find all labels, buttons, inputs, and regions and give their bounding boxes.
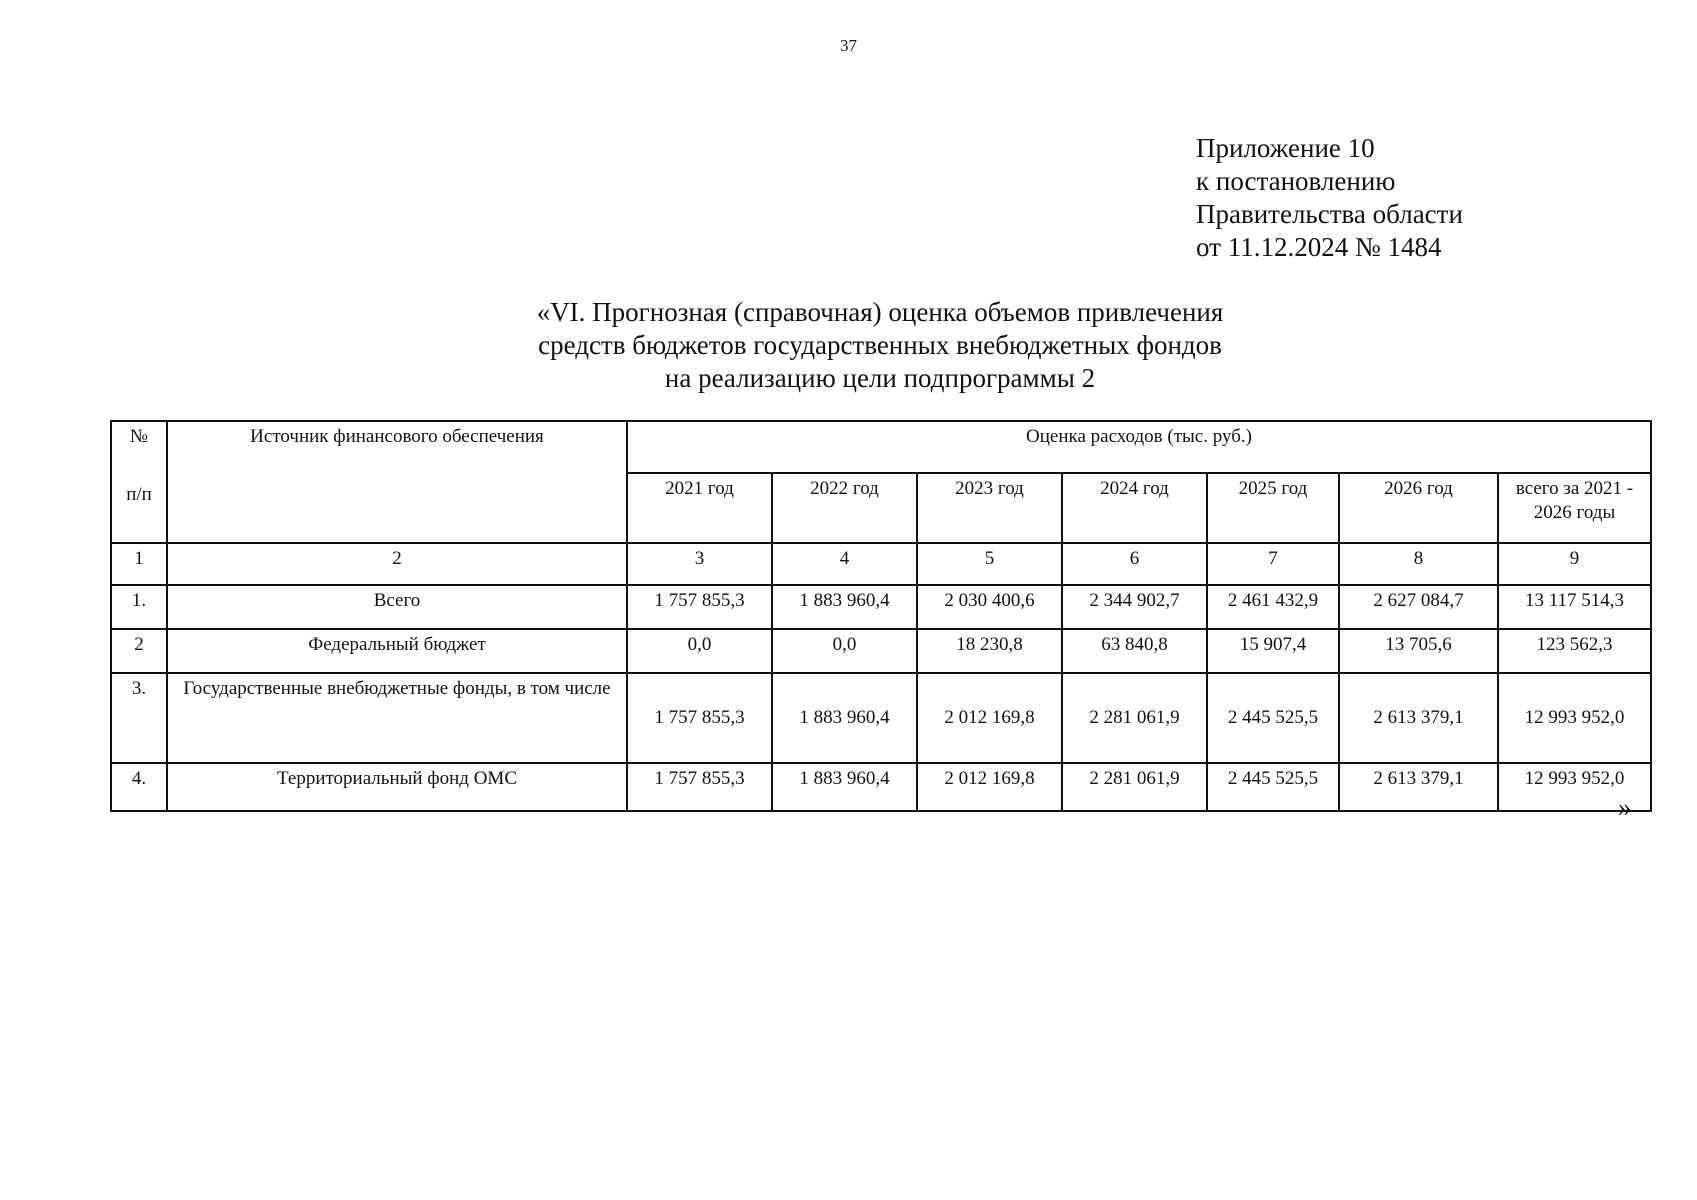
row-value: 18 230,8 [917,629,1062,673]
title-line: на реализацию цели подпрограммы 2 [664,363,1096,393]
row-value: 12 993 952,0 [1498,763,1651,811]
table-row [111,673,1651,763]
column-index: 8 [1339,543,1498,585]
column-index: 7 [1207,543,1339,585]
table-row [111,585,1651,629]
row-number: 4. [111,763,167,811]
row-value: 1 883 960,4 [772,673,917,763]
row-value: 2 461 432,9 [1207,585,1339,629]
row-value: 63 840,8 [1062,629,1207,673]
row-value: 13 117 514,3 [1498,585,1651,629]
header-year: 2025 год [1207,473,1339,543]
table-row [111,629,1651,673]
row-number: 3. [111,673,167,763]
row-value: 2 613 379,1 [1339,763,1498,811]
row-value: 1 757 855,3 [627,673,772,763]
header-year: 2024 год [1062,473,1207,543]
row-value: 2 344 902,7 [1062,585,1207,629]
row-number: 2 [111,629,167,673]
row-value: 2 012 169,8 [917,673,1062,763]
table-row [111,763,1651,811]
header-source: Источник финансового обеспечения [167,421,627,543]
page-number: 37 [840,36,857,55]
header-year: 2022 год [772,473,917,543]
row-value: 13 705,6 [1339,629,1498,673]
row-value: 2 613 379,1 [1339,673,1498,763]
row-value: 2 281 061,9 [1062,673,1207,763]
row-source: Государственные внебюджетные фонды, в том числе [167,673,627,763]
row-value: 123 562,3 [1498,629,1651,673]
row-source: Всего [167,585,627,629]
column-index: 9 [1498,543,1651,585]
financing-table [110,420,1652,812]
header-estimate: Оценка расходов (тыс. руб.) [627,421,1651,473]
row-source: Федеральный бюджет [167,629,627,673]
column-index: 2 [167,543,627,585]
column-index: 3 [627,543,772,585]
column-index: 1 [111,543,167,585]
header-year: 2026 год [1339,473,1498,543]
header-year: 2021 год [627,473,772,543]
row-value: 2 281 061,9 [1062,763,1207,811]
row-value: 15 907,4 [1207,629,1339,673]
row-value: 2 030 400,6 [917,585,1062,629]
row-value: 0,0 [627,629,772,673]
title-line: «VI. Прогнозная (справочная) оценка объемов привлечения [536,297,1224,327]
header-row-number [111,421,167,543]
row-source: Территориальный фонд ОМС [167,763,627,811]
row-value: 1 883 960,4 [772,763,917,811]
row-value: 12 993 952,0 [1498,673,1651,763]
column-index: 4 [772,543,917,585]
appendix-line: от 11.12.2024 № 1484 [1196,232,1442,262]
appendix-line: к постановлению [1196,166,1396,196]
header-number-sign: № [129,426,149,447]
row-value: 2 445 525,5 [1207,763,1339,811]
row-value: 2 627 084,7 [1339,585,1498,629]
header-total: всего за 2021 - 2026 годы [1498,473,1651,543]
closing-quote: » [1618,792,1632,822]
row-value: 0,0 [772,629,917,673]
row-value: 2 445 525,5 [1207,673,1339,763]
appendix-line: Приложение 10 [1196,133,1375,163]
row-number: 1. [111,585,167,629]
column-index: 5 [917,543,1062,585]
row-value: 1 757 855,3 [627,763,772,811]
header-year: 2023 год [917,473,1062,543]
row-value: 2 012 169,8 [917,763,1062,811]
title-line: средств бюджетов государственных внебюджетных фондов [538,330,1222,360]
column-index: 6 [1062,543,1207,585]
row-value: 1 757 855,3 [627,585,772,629]
header-pp: п/п [126,484,152,505]
appendix-line: Правительства области [1196,199,1463,229]
row-value: 1 883 960,4 [772,585,917,629]
document-title [380,296,1380,395]
column-index-row [111,543,1651,585]
appendix-block [1196,132,1463,264]
